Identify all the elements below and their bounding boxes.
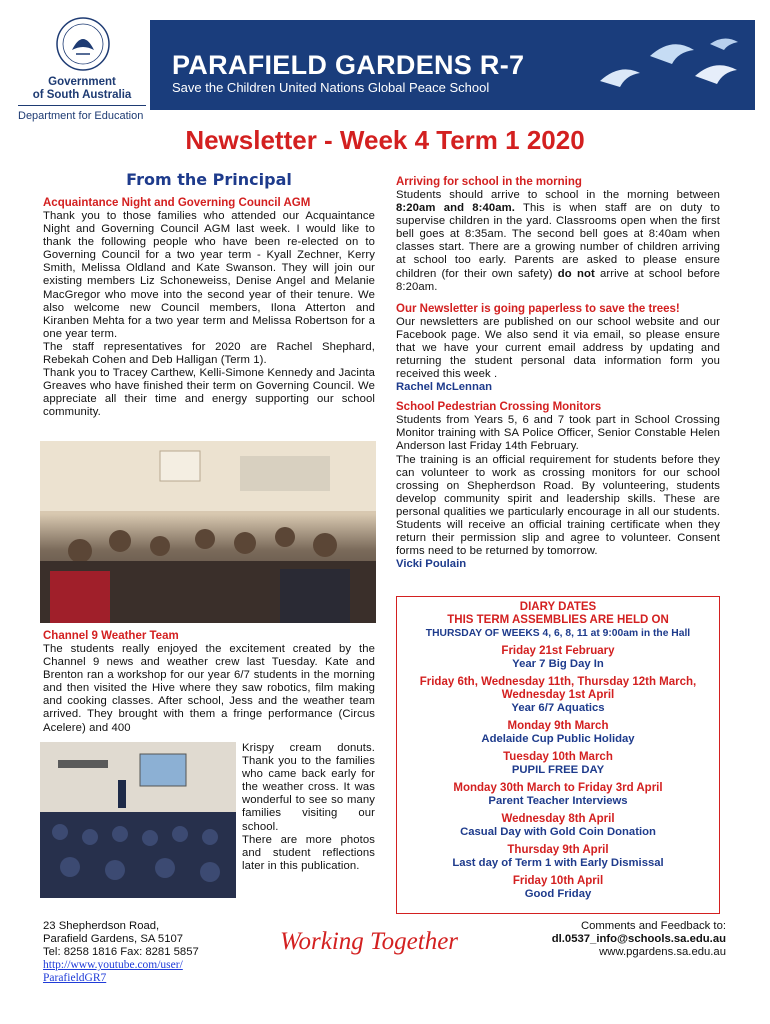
school-address xyxy=(43,920,263,985)
event-date: Friday 6th, Wednesday 11th, Thursday 12th March, Wednesday 1st April xyxy=(419,676,697,701)
crossing-signature: Vicki Poulain xyxy=(396,558,467,571)
channel9-title: Channel 9 Weather Team xyxy=(43,630,179,642)
event-desc: Good Friday xyxy=(524,888,592,900)
feedback-email[interactable]: dl.0537_info@schools.sa.edu.au xyxy=(551,933,726,945)
event-desc: Casual Day with Gold Coin Donation xyxy=(460,826,656,838)
school-website[interactable]: www.pgardens.sa.edu.au xyxy=(599,946,726,958)
arriving-body-mid: This is when staff are on duty to supervise children in the yard. Classrooms open when the first bell goes at 8:35am. The second bell goes at 8:40am when classes start. There are a growing number of children arriving at school too early. Parents are asked to please ensure children (for their own safety) xyxy=(396,202,720,280)
address-line1: 23 Shepherdson Road, xyxy=(43,920,160,932)
address-line2: Parafield Gardens, SA 5107 xyxy=(43,933,184,945)
diary-event xyxy=(397,720,719,746)
diary-dates-box xyxy=(396,596,720,914)
school-tagline: Save the Children United Nations Global Peace School xyxy=(172,80,490,95)
principal-heading: From the Principal xyxy=(126,170,292,189)
channel9-body: The students really enjoyed the excitement created by the Channel 9 news and weather crew last Tuesday. Kate and Brenton ran a workshop for our year 6/7 students in the morning and then visited the Hive where they saw robotics, film making and cooking classes. After school, Jess and the weather team arrived. They brought with them a fringe performance (Circus Acelere) and 400 xyxy=(43,643,375,734)
channel9-wrap xyxy=(242,742,375,873)
event-date: Monday 9th March xyxy=(507,720,609,732)
diary-event xyxy=(397,844,719,870)
crossing-title: School Pedestrian Crossing Monitors xyxy=(396,401,602,414)
feedback-label: Comments and Feedback to: xyxy=(580,920,726,932)
phone-fax: Tel: 8258 1816 Fax: 8281 5857 xyxy=(43,946,199,958)
government-logo xyxy=(18,14,146,122)
paperless-signature: Rachel McLennan xyxy=(396,381,493,394)
agm-body: Thank you to those families who attended our Acquaintance Night and Governing Council AGM last week. I would like to thank the following people who have been re-elected on to Governing Council for a two year term - Kyall Zechner, Kerry Smith, Melissa Oldland and Kate Swanson. They will join our existing members Liz Schoneweiss, Denise Angel and Melanie MacGregor who move into the second year of their tenure. We also welcome new Council members, Ilona Atterton and Kiranben Mehta for a two year term and Melissa Robertson for a one year term. xyxy=(43,210,375,340)
channel9-wrap-1: Krispy cream donuts. Thank you to the families who came back early for the weather cross. It was wonderful to see so many families visiting our school. xyxy=(242,742,375,833)
photo-assembly xyxy=(40,742,236,898)
diary-event xyxy=(397,782,719,808)
working-together-slogan: Working Together xyxy=(280,928,459,955)
diary-event xyxy=(397,645,719,671)
diary-subheading: THIS TERM ASSEMBLIES ARE HELD ON xyxy=(447,614,669,626)
paperless-title: Our Newsletter is going paperless to save the trees! xyxy=(396,302,680,315)
event-desc: Adelaide Cup Public Holiday xyxy=(481,733,635,745)
event-date: Wednesday 8th April xyxy=(501,813,615,825)
diary-event xyxy=(397,813,719,839)
event-date: Friday 10th April xyxy=(512,875,604,887)
acquaintance-night-photo xyxy=(40,441,376,623)
divider xyxy=(18,105,146,106)
crossing-body: Students from Years 5, 6 and 7 took part in School Crossing Monitor training with SA Police Officer, Senior Constable Helen Anderson last Friday 14th February. xyxy=(396,414,720,453)
arriving-title: Arriving for school in the morning xyxy=(396,176,582,188)
agm-title: Acquaintance Night and Governing Council AGM xyxy=(43,197,311,209)
arriving-body-bold: 8:20am and 8:40am. xyxy=(396,202,516,215)
channel9-section xyxy=(43,630,375,735)
channel9-wrap-2: There are more photos and student reflections later in this publication. xyxy=(242,833,375,872)
right-column xyxy=(396,176,720,578)
event-desc: PUPIL FREE DAY xyxy=(511,764,605,776)
photo-audience xyxy=(40,441,376,623)
agm-body-3: Thank you to Tracey Carthew, Kelli-Simone Kennedy and Jacinta Greaves who have finished their term on Governing Council. We appreciate all their time and energy supporting our school community. xyxy=(43,367,375,419)
gov-line1: Government xyxy=(48,76,116,88)
paperless-body: Our newsletters are published on our school website and our Facebook page. We also send it via email, so please ensure that we have your current email address by updating and returning the student personal data information form you received this week . xyxy=(396,315,720,381)
diary-event xyxy=(397,676,719,715)
feedback-contact xyxy=(500,920,726,959)
event-desc: Year 6/7 Aquatics xyxy=(511,702,605,714)
gov-line2: of South Australia xyxy=(32,89,132,101)
event-date: Thursday 9th April xyxy=(507,844,609,856)
newsletter-title: Newsletter - Week 4 Term 1 2020 xyxy=(185,125,585,155)
diary-event xyxy=(397,875,719,901)
diary-event xyxy=(397,751,719,777)
event-desc: Year 7 Big Day In xyxy=(512,658,604,670)
channel9-photo xyxy=(40,742,236,898)
arriving-body-pre: Students should arrive to school in the morning between xyxy=(396,189,720,201)
doves-icon xyxy=(590,26,750,106)
department-name: Department for Education xyxy=(18,110,144,122)
diary-assembly-note: THURSDAY OF WEEKS 4, 6, 8, 11 at 9:00am in the Hall xyxy=(425,628,691,639)
left-column xyxy=(43,170,375,420)
youtube-link-line2: ParafieldGR7 xyxy=(43,972,107,984)
arriving-body xyxy=(396,189,720,294)
diary-heading: DIARY DATES xyxy=(519,601,597,613)
youtube-link[interactable] xyxy=(43,959,183,984)
arriving-body-bold2: do not xyxy=(557,267,595,280)
school-name: PARAFIELD GARDENS R-7 xyxy=(172,50,525,80)
school-banner xyxy=(150,20,755,110)
event-desc: Last day of Term 1 with Early Dismissal xyxy=(452,857,664,869)
event-date: Monday 30th March to Friday 3rd April xyxy=(453,782,663,794)
event-desc: Parent Teacher Interviews xyxy=(488,795,628,807)
event-date: Friday 21st February xyxy=(501,645,615,657)
government-name xyxy=(18,76,146,102)
agm-body-2: The staff representatives for 2020 are Rachel Shephard, Rebekah Cohen and Deb Halligan (Term 1). xyxy=(43,340,375,367)
arriving-body-post: arrive at school before 8:20am. xyxy=(396,267,720,293)
crest-icon xyxy=(54,14,112,76)
youtube-link-line1: http://www.youtube.com/user/ xyxy=(43,959,183,971)
event-date: Tuesday 10th March xyxy=(503,751,613,763)
crossing-body-2: The training is an official requirement for students before they can volunteer to work as crossing monitors for our school crossing on Shepherdson Road. By volunteering, students develop community spirit and leadership skills. These are personal qualities we particularly encourage in all our students. Students will receive an official training certificate when they return their permission slip and agree to volunteer. Consent forms need to be returned by tomorrow. xyxy=(396,453,720,558)
